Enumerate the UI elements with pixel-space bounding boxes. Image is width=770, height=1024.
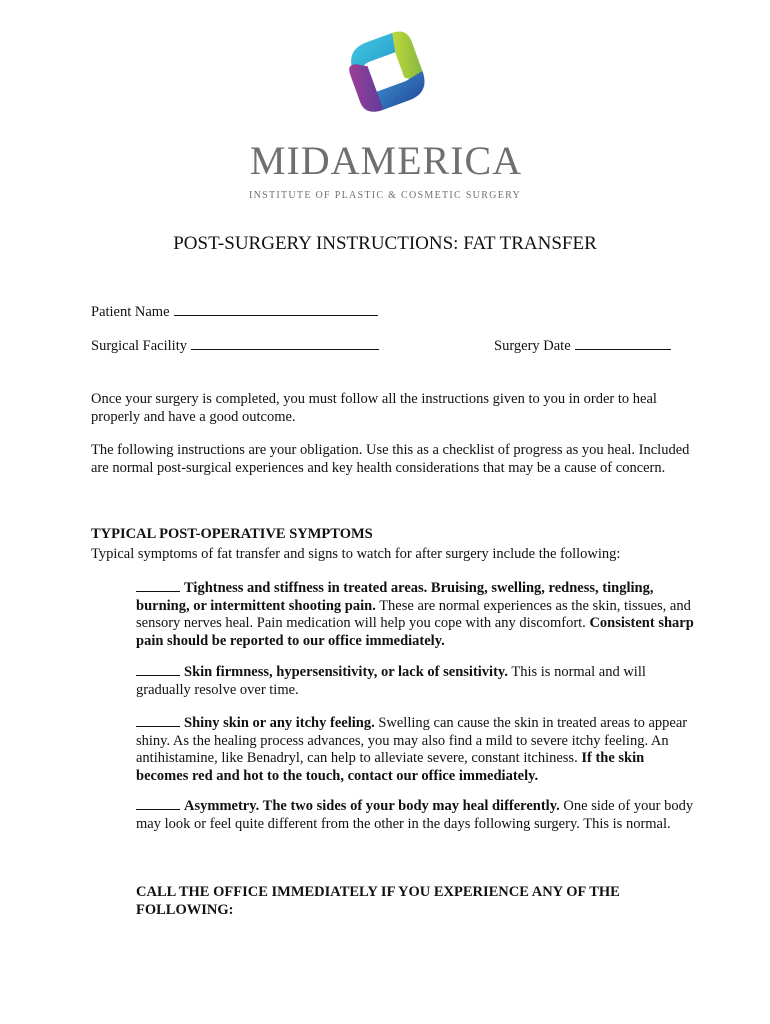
page-title: POST-SURGERY INSTRUCTIONS: FAT TRANSFER [173, 233, 597, 254]
patient-name-input-line[interactable] [174, 314, 378, 316]
symptom-item-bold: Tightness and stiffness in treated areas. Bruising, swelling, redness, tingling, burning, or intermittent shooting pain. [136, 580, 654, 614]
symptom-item-bold: Skin firmness, hypersensitivity, or lack of sensitivity. [184, 664, 508, 680]
facility-label: Surgical Facility [91, 338, 187, 354]
symptom-item-text: Swelling can cause the skin in treated areas to appear shiny. As the healing process advances, you may also find a mild to severe itchy feeling. An antihistamine, like Benadryl, can help to alleviate severe, constant itchiness. [136, 715, 688, 766]
patient-name-label: Patient Name [91, 304, 170, 320]
intro-paragraph-1: Once your surgery is completed, you must follow all the instructions given to you in order to heal properly and have a good outcome. [91, 391, 657, 425]
symptom-item-bold: Asymmetry. The two sides of your body may heal differently. [184, 798, 560, 814]
facility-input-line[interactable] [191, 348, 379, 350]
symptom-item [136, 663, 696, 699]
patient-name-field [91, 304, 378, 321]
facility-field [91, 338, 379, 355]
symptom-item-text: This is normal and will gradually resolve over time. [136, 664, 646, 698]
checklist-blank[interactable] [136, 663, 180, 676]
symptoms-subheading: Typical symptoms of fat transfer and signs to watch for after surgery include the following: [91, 546, 621, 562]
symptoms-heading: TYPICAL POST-OPERATIVE SYMPTOMS [91, 526, 373, 542]
checklist-blank[interactable] [136, 797, 180, 810]
symptom-item-warning: Consistent sharp pain should be reported to our office immediately. [136, 615, 694, 649]
symptom-item-text: One side of your body may look or feel quite different from the other in the days following surgery. This is normal. [136, 798, 694, 832]
symptom-item-warning: If the skin becomes red and hot to the touch, contact our office immediately. [136, 750, 645, 784]
surgery-date-field [494, 338, 671, 355]
surgery-date-label: Surgery Date [494, 338, 571, 354]
surgery-date-input-line[interactable] [575, 348, 671, 350]
symptom-item-text: These are normal experiences as the skin, tissues, and sensory nerves heal. Pain medication will help you cope with any discomfort. [136, 597, 691, 631]
checklist-blank[interactable] [136, 714, 180, 727]
call-office-heading: CALL THE OFFICE IMMEDIATELY IF YOU EXPERIENCE ANY OF THE FOLLOWING: [136, 884, 620, 918]
brand-tagline: INSTITUTE OF PLASTIC & COSMETIC SURGERY [248, 190, 522, 201]
symptom-item [136, 714, 696, 785]
symptom-item [136, 797, 696, 833]
symptom-item [136, 579, 696, 650]
checklist-blank[interactable] [136, 579, 180, 592]
symptom-item-bold: Shiny skin or any itchy feeling. [184, 715, 375, 731]
midamerica-logo-icon [338, 24, 434, 120]
intro-paragraph-2: The following instructions are your obligation. Use this as a checklist of progress as you heal. Included are normal post-surgical experiences and key health considerations that may be a cause of concern. [91, 442, 690, 476]
brand-name: MIDAMERICA [249, 138, 523, 183]
